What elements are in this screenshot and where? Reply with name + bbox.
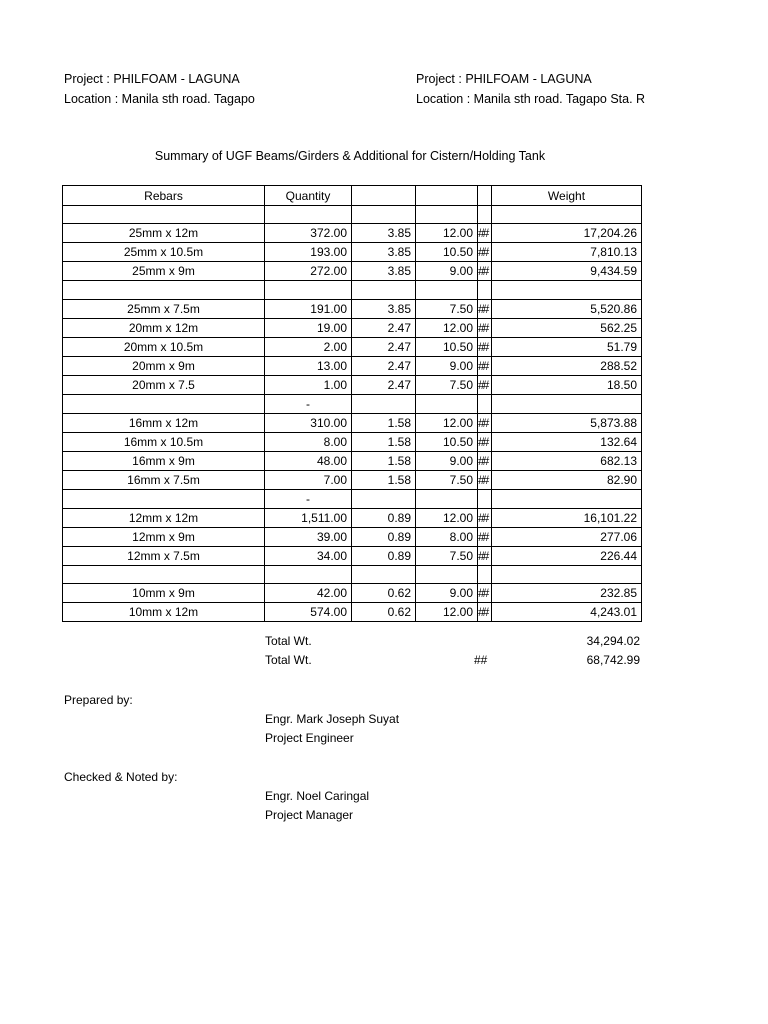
- table-cell: 39.00: [265, 527, 352, 546]
- total-value-1: 34,294.02: [586, 634, 640, 648]
- table-cell: 20mm x 7.5: [63, 375, 265, 394]
- table-cell: [416, 489, 478, 508]
- table-row: [63, 243, 642, 262]
- table-cell: 7.50: [416, 546, 478, 565]
- table-row: [63, 337, 642, 356]
- table-cell: 13.00: [265, 356, 352, 375]
- table-cell: 1.58: [352, 413, 416, 432]
- table-cell: 288.52: [492, 356, 642, 375]
- table-cell: [63, 206, 265, 224]
- table-cell: 82.90: [492, 470, 642, 489]
- table-cell: [63, 489, 265, 508]
- table-cell: 2.00: [265, 337, 352, 356]
- table-cell: 25mm x 7.5m: [63, 299, 265, 318]
- table-cell: ##: [478, 413, 492, 432]
- table-cell: [478, 206, 492, 224]
- table-cell: [478, 281, 492, 299]
- table-cell: 25mm x 12m: [63, 224, 265, 243]
- table-cell: 4,243.01: [492, 603, 642, 622]
- table-row: [63, 603, 642, 622]
- table-row: [63, 375, 642, 394]
- table-cell: 12mm x 9m: [63, 527, 265, 546]
- table-cell: ##: [478, 603, 492, 622]
- table-cell: 9,434.59: [492, 262, 642, 281]
- table-cell: 310.00: [265, 413, 352, 432]
- table-cell: 232.85: [492, 584, 642, 603]
- table-cell: 10.50: [416, 432, 478, 451]
- table-cell: ##: [478, 508, 492, 527]
- table-cell: 10mm x 9m: [63, 584, 265, 603]
- column-header: [416, 186, 478, 206]
- table-cell: ##: [478, 356, 492, 375]
- table-cell: 3.85: [352, 262, 416, 281]
- table-cell: 2.47: [352, 318, 416, 337]
- table-cell: 12mm x 7.5m: [63, 546, 265, 565]
- location-right: Location : Manila sth road. Tagapo Sta. R: [416, 92, 646, 106]
- table-cell: 10mm x 12m: [63, 603, 265, 622]
- table-cell: 10.50: [416, 337, 478, 356]
- total-value-2: 68,742.99: [586, 653, 640, 667]
- table-cell: [352, 565, 416, 583]
- table-cell: ##: [478, 318, 492, 337]
- table-row: [63, 565, 642, 583]
- table-cell: 7.50: [416, 375, 478, 394]
- table-row: [63, 224, 642, 243]
- table-cell: [416, 394, 478, 413]
- table-cell: 372.00: [265, 224, 352, 243]
- table-cell: 48.00: [265, 451, 352, 470]
- table-cell: 16mm x 9m: [63, 451, 265, 470]
- table-cell: ##: [478, 337, 492, 356]
- table-cell: 562.25: [492, 318, 642, 337]
- table-cell: -: [265, 489, 352, 508]
- table-cell: ##: [478, 451, 492, 470]
- table-cell: 17,204.26: [492, 224, 642, 243]
- table-cell: 12.00: [416, 224, 478, 243]
- table-cell: [416, 206, 478, 224]
- table-cell: 10.50: [416, 243, 478, 262]
- table-cell: 16mm x 7.5m: [63, 470, 265, 489]
- table-cell: 8.00: [265, 432, 352, 451]
- table-row: [63, 527, 642, 546]
- table-cell: 7.00: [265, 470, 352, 489]
- table-cell: 42.00: [265, 584, 352, 603]
- table-cell: [265, 281, 352, 299]
- total-marker-2: ##: [474, 653, 488, 667]
- checked-by-name: Engr. Noel Caringal: [265, 789, 370, 803]
- table-row: [63, 489, 642, 508]
- table-cell: 7.50: [416, 470, 478, 489]
- table-cell: 8.00: [416, 527, 478, 546]
- table-cell: ##: [478, 224, 492, 243]
- table-cell: 2.47: [352, 375, 416, 394]
- checked-by-label: Checked & Noted by:: [64, 770, 178, 784]
- document-title: Summary of UGF Beams/Girders & Additional for Cistern/Holding Tank: [154, 149, 546, 163]
- column-header: Weight: [492, 186, 642, 206]
- table-cell: 16mm x 10.5m: [63, 432, 265, 451]
- table-cell: ##: [478, 470, 492, 489]
- table-cell: 132.64: [492, 432, 642, 451]
- table-cell: 1.00: [265, 375, 352, 394]
- location-left: Location : Manila sth road. Tagapo: [64, 92, 255, 106]
- table-cell: 277.06: [492, 527, 642, 546]
- table-cell: 7.50: [416, 299, 478, 318]
- total-label-2: Total Wt.: [265, 653, 312, 667]
- table-cell: [492, 565, 642, 583]
- table-cell: 16mm x 12m: [63, 413, 265, 432]
- table-row: [63, 470, 642, 489]
- table-cell: 16,101.22: [492, 508, 642, 527]
- table-row: [63, 281, 642, 299]
- table-cell: 1.58: [352, 451, 416, 470]
- table-cell: 682.13: [492, 451, 642, 470]
- rebar-table: [62, 185, 642, 622]
- column-header: [478, 186, 492, 206]
- table-header-row: [63, 186, 642, 206]
- table-cell: [416, 565, 478, 583]
- prepared-by-label: Prepared by:: [64, 693, 133, 707]
- table-cell: [478, 394, 492, 413]
- table-cell: ##: [478, 375, 492, 394]
- table-cell: 5,520.86: [492, 299, 642, 318]
- table-cell: ##: [478, 299, 492, 318]
- project-right: Project : PHILFOAM - LAGUNA: [416, 72, 592, 86]
- table-row: [63, 299, 642, 318]
- table-cell: 19.00: [265, 318, 352, 337]
- table-cell: 12.00: [416, 318, 478, 337]
- column-header: Quantity: [265, 186, 352, 206]
- table-cell: 51.79: [492, 337, 642, 356]
- table-cell: 1,511.00: [265, 508, 352, 527]
- table-cell: 1.58: [352, 470, 416, 489]
- table-row: [63, 508, 642, 527]
- table-cell: [492, 206, 642, 224]
- table-cell: ##: [478, 546, 492, 565]
- prepared-by-title: Project Engineer: [265, 731, 354, 745]
- table-row: [63, 206, 642, 224]
- table-cell: ##: [478, 243, 492, 262]
- table-cell: 9.00: [416, 584, 478, 603]
- table-cell: [492, 489, 642, 508]
- table-cell: 5,873.88: [492, 413, 642, 432]
- table-cell: 0.89: [352, 508, 416, 527]
- table-cell: [63, 394, 265, 413]
- column-header: Rebars: [63, 186, 265, 206]
- table-cell: [352, 489, 416, 508]
- total-label-1: Total Wt.: [265, 634, 312, 648]
- table-cell: 12.00: [416, 508, 478, 527]
- table-cell: ##: [478, 432, 492, 451]
- table-cell: [492, 394, 642, 413]
- project-left: Project : PHILFOAM - LAGUNA: [64, 72, 240, 86]
- table-cell: [478, 489, 492, 508]
- table-row: [63, 394, 642, 413]
- table-cell: 20mm x 9m: [63, 356, 265, 375]
- table-cell: 25mm x 9m: [63, 262, 265, 281]
- table-row: [63, 584, 642, 603]
- table-cell: 2.47: [352, 356, 416, 375]
- table-cell: 193.00: [265, 243, 352, 262]
- table-cell: 20mm x 10.5m: [63, 337, 265, 356]
- table-cell: 0.89: [352, 527, 416, 546]
- table-row: [63, 262, 642, 281]
- table-cell: 191.00: [265, 299, 352, 318]
- table-cell: 3.85: [352, 299, 416, 318]
- prepared-by-name: Engr. Mark Joseph Suyat: [265, 712, 400, 726]
- table-cell: [478, 565, 492, 583]
- table-cell: [352, 206, 416, 224]
- table-cell: 12.00: [416, 603, 478, 622]
- table-cell: 18.50: [492, 375, 642, 394]
- table-cell: [416, 281, 478, 299]
- table-cell: 0.62: [352, 603, 416, 622]
- column-header: [352, 186, 416, 206]
- table-cell: 1.58: [352, 432, 416, 451]
- table-cell: 0.62: [352, 584, 416, 603]
- table-cell: 9.00: [416, 262, 478, 281]
- table-cell: ##: [478, 527, 492, 546]
- table-row: [63, 432, 642, 451]
- table-cell: 9.00: [416, 451, 478, 470]
- table-cell: [492, 281, 642, 299]
- table-cell: 226.44: [492, 546, 642, 565]
- table-cell: [265, 565, 352, 583]
- table-cell: 12mm x 12m: [63, 508, 265, 527]
- table-row: [63, 451, 642, 470]
- table-cell: [63, 281, 265, 299]
- table-cell: 272.00: [265, 262, 352, 281]
- table-cell: -: [265, 394, 352, 413]
- table-cell: 0.89: [352, 546, 416, 565]
- table-cell: 9.00: [416, 356, 478, 375]
- table-cell: 7,810.13: [492, 243, 642, 262]
- table-cell: 34.00: [265, 546, 352, 565]
- table-cell: ##: [478, 584, 492, 603]
- table-cell: 2.47: [352, 337, 416, 356]
- table-cell: [352, 281, 416, 299]
- checked-by-title: Project Manager: [265, 808, 354, 822]
- table-row: [63, 413, 642, 432]
- table-cell: 574.00: [265, 603, 352, 622]
- table-cell: [265, 206, 352, 224]
- table-row: [63, 356, 642, 375]
- table-cell: [352, 394, 416, 413]
- table-cell: 20mm x 12m: [63, 318, 265, 337]
- table-cell: ##: [478, 262, 492, 281]
- table-row: [63, 546, 642, 565]
- table-cell: 3.85: [352, 224, 416, 243]
- table-cell: 25mm x 10.5m: [63, 243, 265, 262]
- table-cell: [63, 565, 265, 583]
- table-cell: 3.85: [352, 243, 416, 262]
- table-row: [63, 318, 642, 337]
- table-cell: 12.00: [416, 413, 478, 432]
